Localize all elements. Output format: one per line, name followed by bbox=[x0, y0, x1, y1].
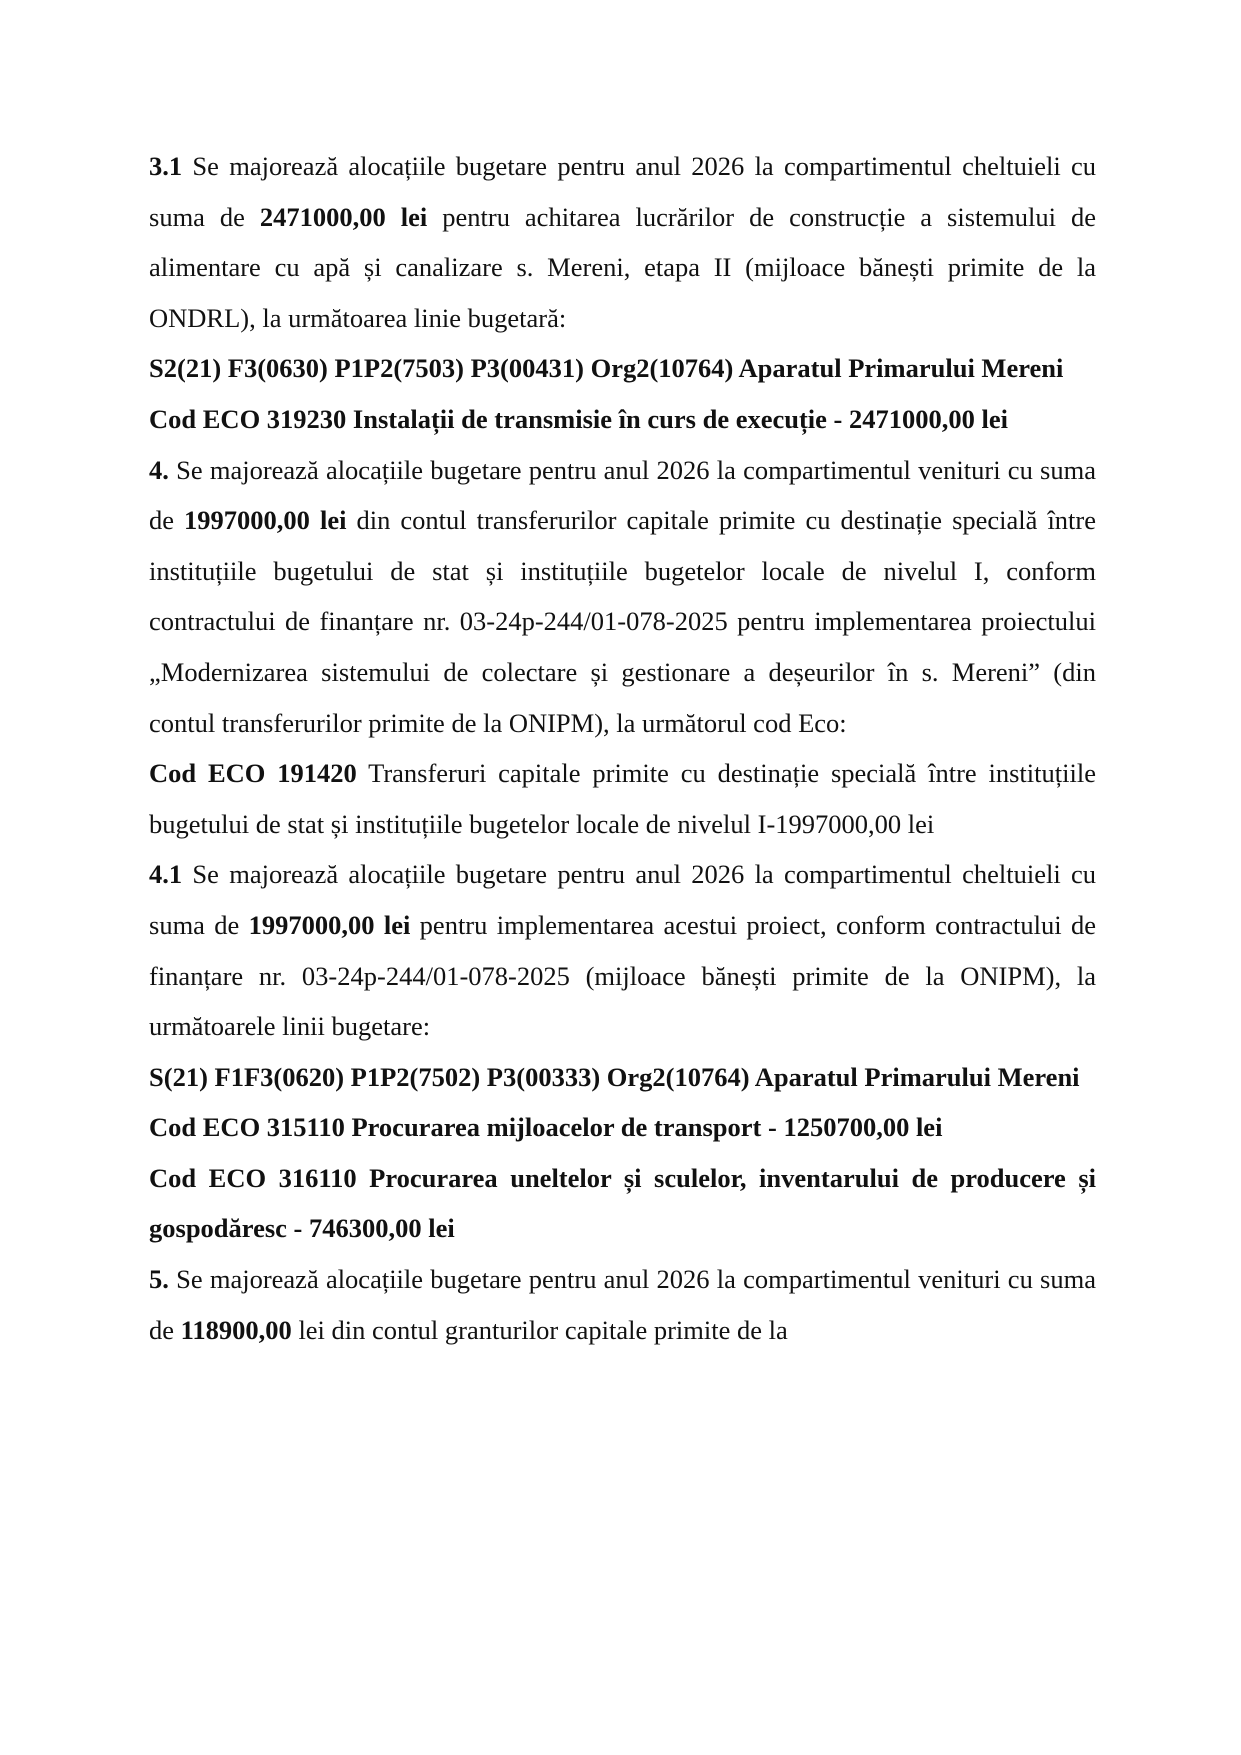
section-number: 3.1 bbox=[149, 151, 183, 181]
section-number: 4.1 bbox=[149, 859, 183, 890]
budget-line: S(21) F1F3(0620) P1P2(7502) P3(00333) Org2(10764) Aparatul Primarului Mereni bbox=[149, 1061, 1080, 1092]
budget-line: S2(21) F3(0630) P1P2(7503) P3(00431) Org2(10764) Aparatul Primarului Mereni bbox=[149, 353, 1064, 384]
paragraph-text: din contul transferurilor capitale primite cu destinație specială între instituțiile bugetului de stat și instituțiile bugetelor locale de nivelul I, conform contractului de finanțare nr. 03-24p-244/01-078-2025 pentru implementarea proiectului „Modernizarea sistemului de colectare și gestionare a deșeurilor în s. Mereni” (din contul transferurilor primite de la ONIPM), la următorul cod Eco: bbox=[149, 505, 1096, 738]
section-number: 4. bbox=[149, 454, 169, 485]
amount: 1997000,00 lei bbox=[184, 505, 347, 536]
eco-line: Cod ECO 316110 Procurarea uneltelor și sculelor, inventarului de producere și gospodăresc - 746300,00 lei bbox=[149, 1162, 1096, 1244]
paragraph-4 bbox=[149, 445, 1096, 749]
paragraph-text: pentru implementarea acestui proiect, conform contractului de finanțare nr. 03-24p-244/01-078-2025 (mijloace bănești primite de la ONIPM), la următoarele linii bugetare: bbox=[149, 909, 1096, 1042]
eco-code: Cod ECO 191420 bbox=[149, 758, 357, 789]
amount: 2471000,00 lei bbox=[259, 201, 428, 232]
paragraph-text: lei din contul granturilor capitale primite de la bbox=[291, 1314, 788, 1345]
amount: 118900,00 bbox=[180, 1314, 292, 1345]
paragraph-3-1 bbox=[149, 141, 1096, 343]
paragraph-text: pentru achitarea lucrărilor de construcție a sistemului de alimentare cu apă și canalizare s. Mereni, etapa II (mijloace bănești primite de la ONDRL), la următoarea linie bugetară: bbox=[149, 201, 1096, 333]
eco-text: Transferuri capitale primite cu destinație specială între instituțiile bugetului de stat și instituțiile bugetelor locale de nivelul I-1997000,00 lei bbox=[149, 758, 1096, 839]
amount: 1997000,00 lei bbox=[248, 909, 411, 940]
eco-code-paragraph bbox=[149, 748, 1096, 849]
paragraph-text: Se majorează alocațiile bugetare pentru anul 2026 la compartimentul cheltuieli cu suma de bbox=[149, 151, 1096, 232]
document-page bbox=[149, 141, 1096, 1355]
paragraph-text: Se majorează alocațiile bugetare pentru anul 2026 la compartimentul venituri cu suma de bbox=[149, 1264, 1096, 1345]
eco-line: Cod ECO 315110 Procurarea mijloacelor de transport - 1250700,00 lei bbox=[149, 1112, 943, 1143]
paragraph-4-1 bbox=[149, 849, 1096, 1051]
eco-line: Cod ECO 319230 Instalații de transmisie în curs de execuție - 2471000,00 lei bbox=[149, 403, 1008, 434]
paragraph-5 bbox=[149, 1254, 1096, 1355]
paragraph-text: Se majorează alocațiile bugetare pentru anul 2026 la compartimentul cheltuieli cu suma de bbox=[149, 859, 1096, 940]
section-number: 5. bbox=[149, 1264, 169, 1295]
paragraph-text: Se majorează alocațiile bugetare pentru anul 2026 la compartimentul venituri cu suma de bbox=[149, 454, 1096, 536]
